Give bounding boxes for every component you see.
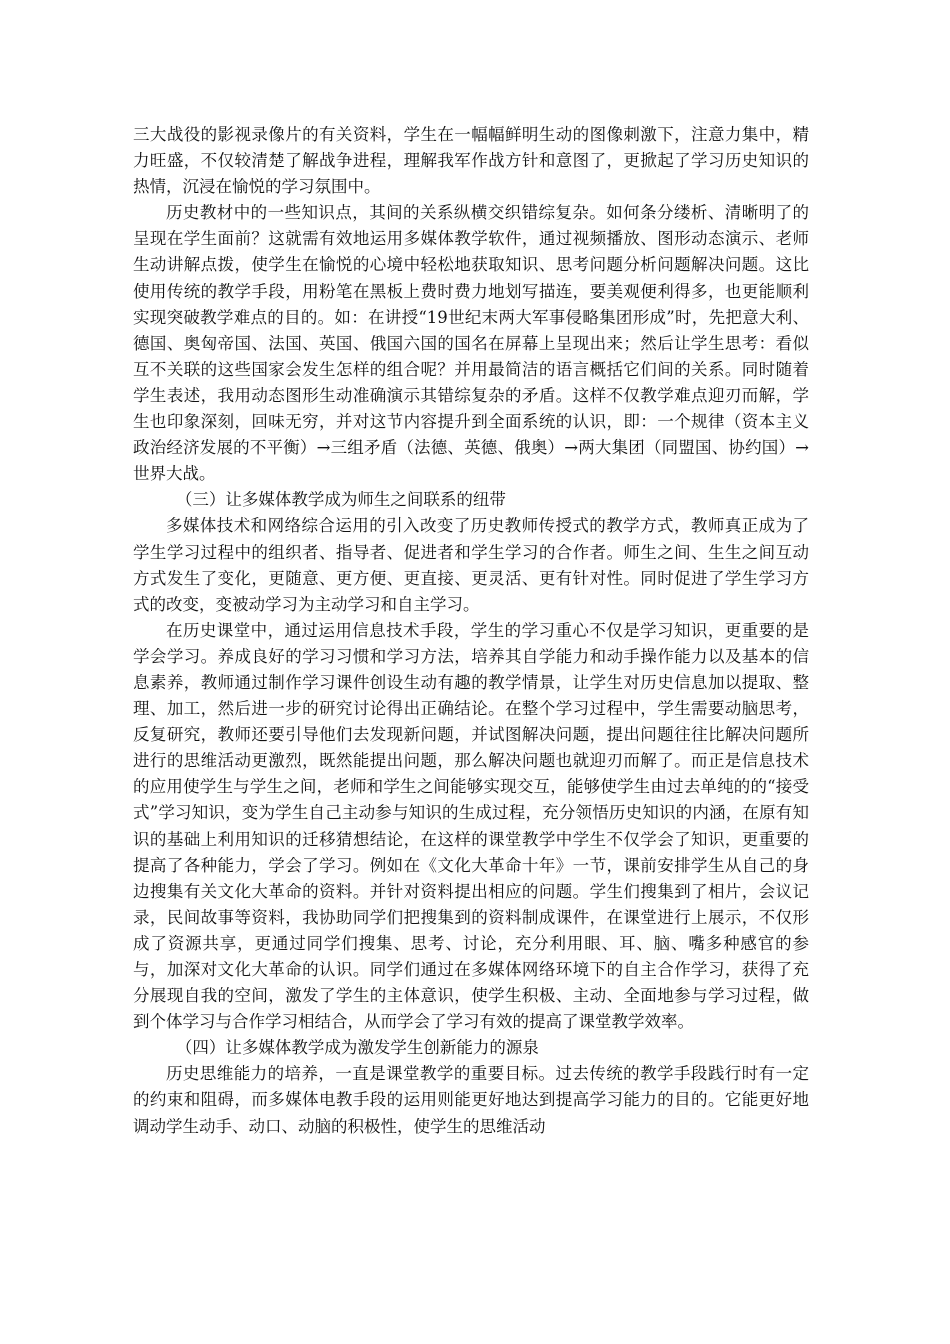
paragraph-knowledge-points: 历史教材中的一些知识点，其间的关系纵横交织错综复杂。如何条分缕析、清晰明了的呈现在学生面前？这就需有效地运用多媒体教学软件，通过视频播放、图形动态演示、老师生动讲解点拨，使学生在愉悦的心境中轻松地获取知识、思考问题分析问题解决问题。这比使用传统的教学手段，用粉笔在黑板上费时费力地划写描连，要美观便利得多，也更能顺利实现突破教学难点的目的。如：在讲授“19世纪末两大军事侵略集团形成”时，先把意大利、德国、奥匈帝国、法国、英国、俄国六国的国名在屏幕上呈现出来；然后让学生思考：看似互不关联的这些国家会发生怎样的组合呢？并用最简洁的语言概括它们间的关系。同时随着学生表述，我用动态图形生动准确演示其错综复杂的矛盾。这样不仅教学难点迎刃而解，学生也印象深刻，回味无穷，并对这节内容提升到全面系统的认识，即：一个规律（资本主义政治经济发展的不平衡）→三组矛盾（法德、英德、俄奥）→两大集团（同盟国、协约国）→世界大战。 (133, 203, 809, 484)
paragraph-continuation: 三大战役的影视录像片的有关资料，学生在一幅幅鲜明生动的图像刺激下，注意力集中，精力旺盛，不仅较清楚了解战争进程，理解我军作战方针和意图了，更掀起了学习历史知识的热情，沉浸在愉悦的学习氛围中。 (133, 125, 809, 197)
paragraph-thinking-ability: 历史思维能力的培养，一直是课堂教学的重要目标。过去传统的教学手段践行时有一定的约束和阻碍，而多媒体电教手段的运用则能更好地达到提高学习能力的目的。它能更好地调动学生动手、动口、动脑的积极性，使学生的思维活动 (133, 1064, 809, 1136)
section-heading-four: （四）让多媒体教学成为激发学生创新能力的源泉 (175, 1038, 539, 1058)
section-heading-three: （三）让多媒体教学成为师生之间联系的纽带 (175, 490, 506, 510)
paragraph-history-class: 在历史课堂中，通过运用信息技术手段，学生的学习重心不仅是学习知识，更重要的是学会学习。养成良好的学习习惯和学习方法，培养其自学能力和动手操作能力以及基本的信息素养，教师通过制作学习课件创设生动有趣的教学情景，让学生对历史信息加以提取、整理、加工，然后进一步的研究讨论得出正确结论。在整个学习过程中，学生需要动脑思考，反复研究，教师还要引导他们去发现新问题，并试图解决问题，提出问题往往比解决问题所进行的思维活动更激烈，既然能提出问题，那么解决问题也就迎刃而解了。而正是信息技术的应用使学生与学生之间，老师和学生之间能够实现交互，能够使学生由过去单纯的的“接受式”学习知识，变为学生自己主动参与知识的生成过程，充分领悟历史知识的内涵，在原有知识的基础上利用知识的迁移猜想结论，在这样的课堂教学中学生不仅学会了知识，更重要的提高了各种能力，学会了学习。例如在《文化大革命十年》一节，课前安排学生从自己的身边搜集有关文化大革命的资料。并针对资料提出相应的问题。学生们搜集到了相片，会议记录，民间故事等资料，我协助同学们把搜集到的资料制成课件，在课堂进行上展示，不仅形成了资源共享，更通过同学们搜集、思考、讨论，充分利用眼、耳、脑、嘴多种感官的参与，加深对文化大革命的认识。同学们通过在多媒体网络环境下的自主合作学习，获得了充分展现自我的空间，激发了学生的主体意识，使学生积极、主动、全面地参与学习过程，做到个体学习与合作学习相结合，从而学会了学习有效的提高了课堂教学效率。 (133, 620, 809, 1032)
document-page (133, 122, 809, 1140)
paragraph-teacher-role: 多媒体技术和网络综合运用的引入改变了历史教师传授式的教学方式，教师真正成为了学生学习过程中的组织者、指导者、促进者和学生学习的合作者。师生之间、生生之间互动方式发生了变化，更随意、更方便、更直接、更灵活、更有针对性。同时促进了学生学习方式的改变，变被动学习为主动学习和自主学习。 (133, 516, 809, 614)
